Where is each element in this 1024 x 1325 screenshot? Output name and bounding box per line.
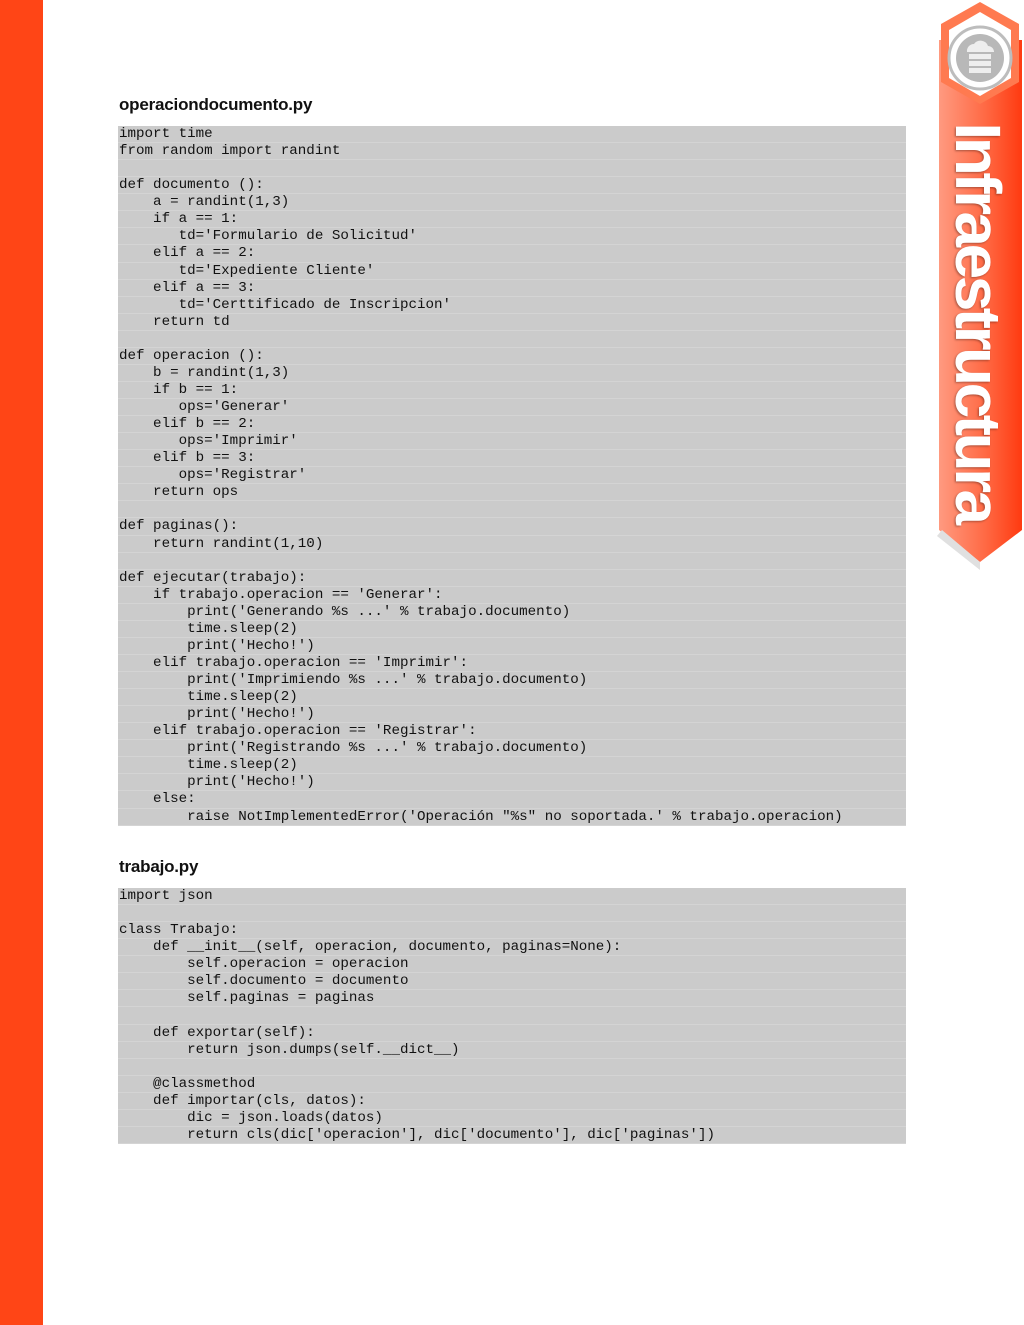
code-line: else: <box>118 791 906 808</box>
code-line: b = randint(1,3) <box>118 365 906 382</box>
code-line: @classmethod <box>118 1076 906 1093</box>
code-line: def paginas(): <box>118 518 906 535</box>
code-line: self.documento = documento <box>118 973 906 990</box>
code-line: import json <box>118 888 906 905</box>
code-line: class Trabajo: <box>118 922 906 939</box>
code-line: time.sleep(2) <box>118 689 906 706</box>
code-line <box>118 905 906 922</box>
code-line: def ejecutar(trabajo): <box>118 570 906 587</box>
code-line: elif trabajo.operacion == 'Imprimir': <box>118 655 906 672</box>
code-line: time.sleep(2) <box>118 757 906 774</box>
code-line: return randint(1,10) <box>118 536 906 553</box>
code-line: def documento (): <box>118 177 906 194</box>
code-line <box>118 160 906 177</box>
code-line: def __init__(self, operacion, documento, paginas=None): <box>118 939 906 956</box>
code-line: td='Expediente Cliente' <box>118 263 906 280</box>
code-line: return json.dumps(self.__dict__) <box>118 1042 906 1059</box>
code-line: def importar(cls, datos): <box>118 1093 906 1110</box>
code-line: from random import randint <box>118 143 906 160</box>
code-line: elif a == 2: <box>118 245 906 262</box>
code-line: print('Hecho!') <box>118 774 906 791</box>
code-line: return td <box>118 314 906 331</box>
code-line <box>118 553 906 570</box>
code-line: a = randint(1,3) <box>118 194 906 211</box>
code-line: print('Hecho!') <box>118 706 906 723</box>
code-line: print('Hecho!') <box>118 638 906 655</box>
code-line <box>118 331 906 348</box>
banner-title: Infraestructura <box>942 122 1014 522</box>
file-title-operaciondocumento: operaciondocumento.py <box>119 95 313 114</box>
code-line: ops='Imprimir' <box>118 433 906 450</box>
code-line: return ops <box>118 484 906 501</box>
code-line <box>118 501 906 518</box>
code-line: raise NotImplementedError('Operación "%s" no soportada.' % trabajo.operacion) <box>118 809 906 826</box>
code-line: if trabajo.operacion == 'Generar': <box>118 587 906 604</box>
code-line: td='Certtificado de Inscripcion' <box>118 297 906 314</box>
code-line: ops='Generar' <box>118 399 906 416</box>
code-line: if b == 1: <box>118 382 906 399</box>
code-line <box>118 1007 906 1024</box>
code-line: import time <box>118 126 906 143</box>
left-accent-bar <box>0 0 43 1325</box>
code-line: td='Formulario de Solicitud' <box>118 228 906 245</box>
code-line: elif b == 3: <box>118 450 906 467</box>
code-line: self.paginas = paginas <box>118 990 906 1007</box>
code-line: elif trabajo.operacion == 'Registrar': <box>118 723 906 740</box>
code-line: ops='Registrar' <box>118 467 906 484</box>
code-block-trabajo <box>118 888 906 1144</box>
code-line: elif b == 2: <box>118 416 906 433</box>
code-line: time.sleep(2) <box>118 621 906 638</box>
code-line: def exportar(self): <box>118 1025 906 1042</box>
code-line: return cls(dic['operacion'], dic['documento'], dic['paginas']) <box>118 1127 906 1144</box>
code-line <box>118 1059 906 1076</box>
code-line: self.operacion = operacion <box>118 956 906 973</box>
file-title-trabajo: trabajo.py <box>119 857 199 876</box>
code-line: elif a == 3: <box>118 280 906 297</box>
code-line: print('Imprimiendo %s ...' % trabajo.documento) <box>118 672 906 689</box>
code-line: if a == 1: <box>118 211 906 228</box>
code-line: dic = json.loads(datos) <box>118 1110 906 1127</box>
code-block-operaciondocumento <box>118 126 906 826</box>
code-line: def operacion (): <box>118 348 906 365</box>
code-line: print('Generando %s ...' % trabajo.documento) <box>118 604 906 621</box>
code-line: print('Registrando %s ...' % trabajo.documento) <box>118 740 906 757</box>
